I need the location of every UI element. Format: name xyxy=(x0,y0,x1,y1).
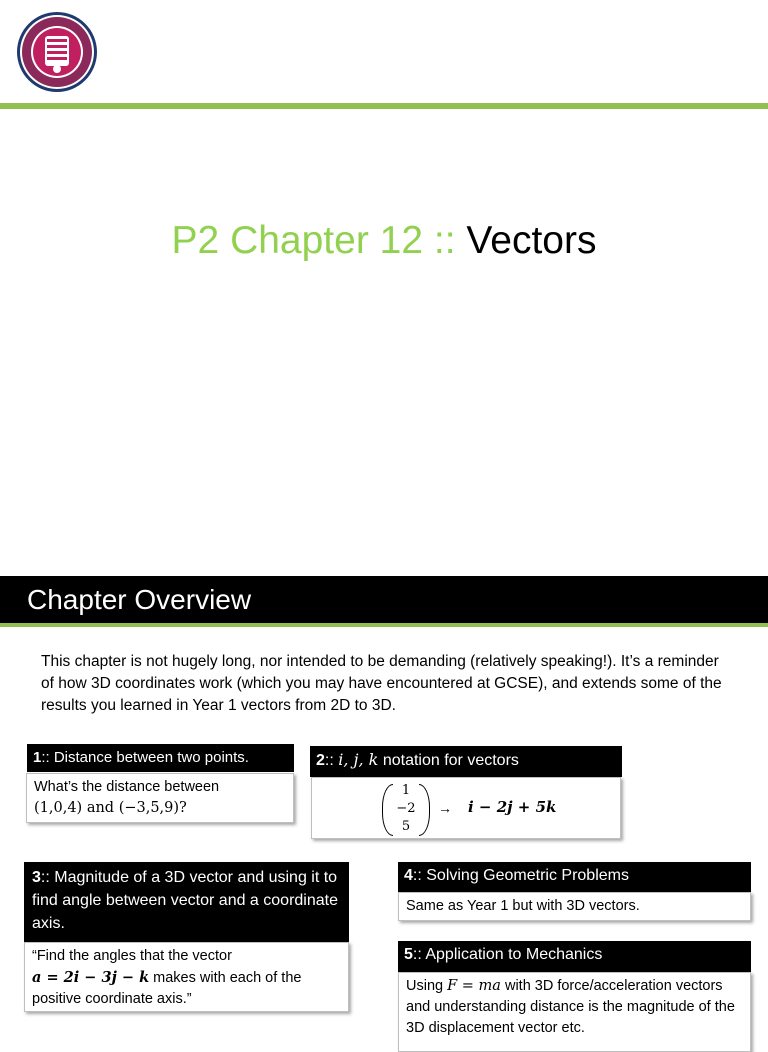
box5-number: 5 xyxy=(404,946,413,963)
box1-body-line2: (1,0,4) and (−3,5,9)? xyxy=(34,800,187,816)
column-vector xyxy=(382,782,430,838)
box1-title: :: Distance between two points. xyxy=(41,749,249,766)
overview-slide xyxy=(0,576,768,1036)
box2-body xyxy=(311,777,621,839)
box3-body-line3: positive coordinate axis.” xyxy=(32,991,192,1007)
box1-number: 1 xyxy=(33,749,42,766)
box4-title: :: Solving Geometric Problems xyxy=(412,867,629,884)
box4-body xyxy=(398,892,751,921)
arrow-icon: → xyxy=(438,800,452,816)
box3-body-line2: makes with each of the xyxy=(149,970,302,986)
box2-sep: :: xyxy=(324,752,334,769)
box3-number: 3 xyxy=(32,869,41,886)
vector-component-3: 5 xyxy=(401,819,411,834)
box3-title: :: Magnitude of a 3D vector and using it to find angle between vector and a coordinate axis. xyxy=(32,869,338,932)
box3-body-math: a = 2i − 3j − k xyxy=(32,969,150,986)
box5-title: :: Application to Mechanics xyxy=(412,946,603,963)
box5-heading xyxy=(398,941,751,972)
box5-body-pre: Using xyxy=(406,978,448,994)
box1-body xyxy=(26,773,294,823)
box5-body-post: with 3D force/acceleration vectors and understanding distance is the magnitude of the 3D displacement vector etc. xyxy=(406,978,735,1036)
box4-body-text: Same as Year 1 but with 3D vectors. xyxy=(406,898,640,914)
box2-number: 2 xyxy=(316,752,325,769)
vector-component-1: 1 xyxy=(401,783,411,798)
box2-title: notation for vectors xyxy=(378,752,519,769)
box5-body xyxy=(398,972,751,1052)
box4-heading xyxy=(398,862,751,892)
title-chapter: P2 Chapter 12 :: xyxy=(171,219,456,262)
slide-title xyxy=(0,214,768,268)
box2-heading xyxy=(310,746,622,777)
title-topic: Vectors xyxy=(466,219,597,262)
box5-body-math: F = ma xyxy=(447,978,501,994)
box3-heading xyxy=(24,862,349,942)
box3-body-line1: “Find the angles that the vector xyxy=(32,948,232,964)
intro-paragraph: This chapter is not hugely long, nor intended to be demanding (relatively speaking!). It’s a reminder of how 3D coordinates work (which you may have encountered at GCSE), and extends some of the results you learned in Year 1 vectors from 2D to 3D. xyxy=(41,653,722,714)
box1-heading xyxy=(27,744,294,772)
box1-body-line1: What’s the distance between xyxy=(34,779,220,795)
overview-heading: Chapter Overview xyxy=(27,584,252,615)
box3-body xyxy=(24,942,349,1012)
divider xyxy=(0,623,768,627)
vector-component-2: −2 xyxy=(396,801,416,816)
divider xyxy=(0,103,768,109)
school-crest-icon xyxy=(16,11,98,93)
box2-title-math: i, j, k xyxy=(338,750,379,769)
box4-number: 4 xyxy=(404,867,413,884)
ijk-result: i − 2j + 5k xyxy=(468,798,557,816)
